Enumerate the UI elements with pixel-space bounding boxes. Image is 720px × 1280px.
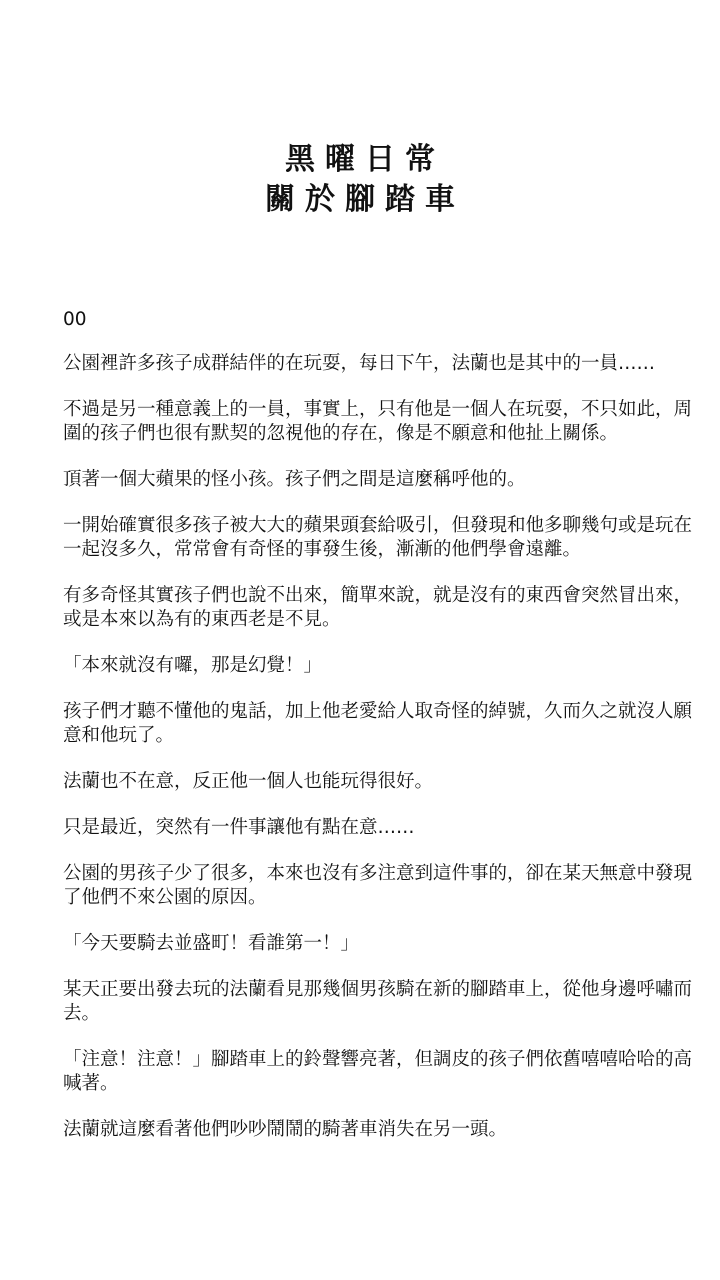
series-title: 黑曜日常	[285, 142, 445, 177]
paragraph: 有多奇怪其實孩子們也說不出來，簡單來說，就是沒有的東西會突然冒出來，或是本來以為有的東西老是不見。	[63, 585, 693, 630]
paragraph: 一開始確實很多孩子被大大的蘋果頭套給吸引，但發現和他多聊幾句或是玩在一起沒多久，常常會有奇怪的事發生後，漸漸的他們學會遠離。	[63, 515, 693, 560]
paragraph: 頂著一個大蘋果的怪小孩。孩子們之間是這麼稱呼他的。	[63, 469, 526, 490]
paragraph: 孩子們才聽不懂他的鬼話，加上他老愛給人取奇怪的綽號，久而久之就沒人願意和他玩了。	[63, 701, 693, 746]
paragraph: 某天正要出發去玩的法蘭看見那幾個男孩騎在新的腳踏車上，從他身邊呼嘯而去。	[63, 979, 693, 1024]
story-body	[63, 308, 693, 1164]
paragraph: 只是最近，突然有一件事讓他有點在意……	[63, 817, 415, 838]
chapter-title: 關於腳踏車	[265, 182, 465, 217]
chapter-number: 00	[63, 309, 87, 330]
paragraph: 公園裡許多孩子成群結伴的在玩耍，每日下午，法蘭也是其中的一員……	[63, 353, 656, 374]
title-block	[0, 140, 720, 220]
paragraph: 「注意！注意！」腳踏車上的鈴聲響亮著，但調皮的孩子們依舊嘻嘻哈哈的高喊著。	[63, 1049, 693, 1094]
paragraph: 法蘭也不在意，反正他一個人也能玩得很好。	[63, 771, 434, 792]
paragraph: 「今天要騎去並盛町！看誰第一！」	[63, 933, 360, 954]
paragraph: 法蘭就這麼看著他們吵吵鬧鬧的騎著車消失在另一頭。	[63, 1119, 508, 1140]
paragraph: 「本來就沒有囉，那是幻覺！」	[63, 655, 323, 676]
paragraph: 公園的男孩子少了很多，本來也沒有多注意到這件事的，卻在某天無意中發現了他們不來公園的原因。	[63, 863, 693, 908]
paragraph: 不過是另一種意義上的一員，事實上，只有他是一個人在玩耍，不只如此，周圍的孩子們也很有默契的忽視他的存在，像是不願意和他扯上關係。	[63, 399, 693, 444]
